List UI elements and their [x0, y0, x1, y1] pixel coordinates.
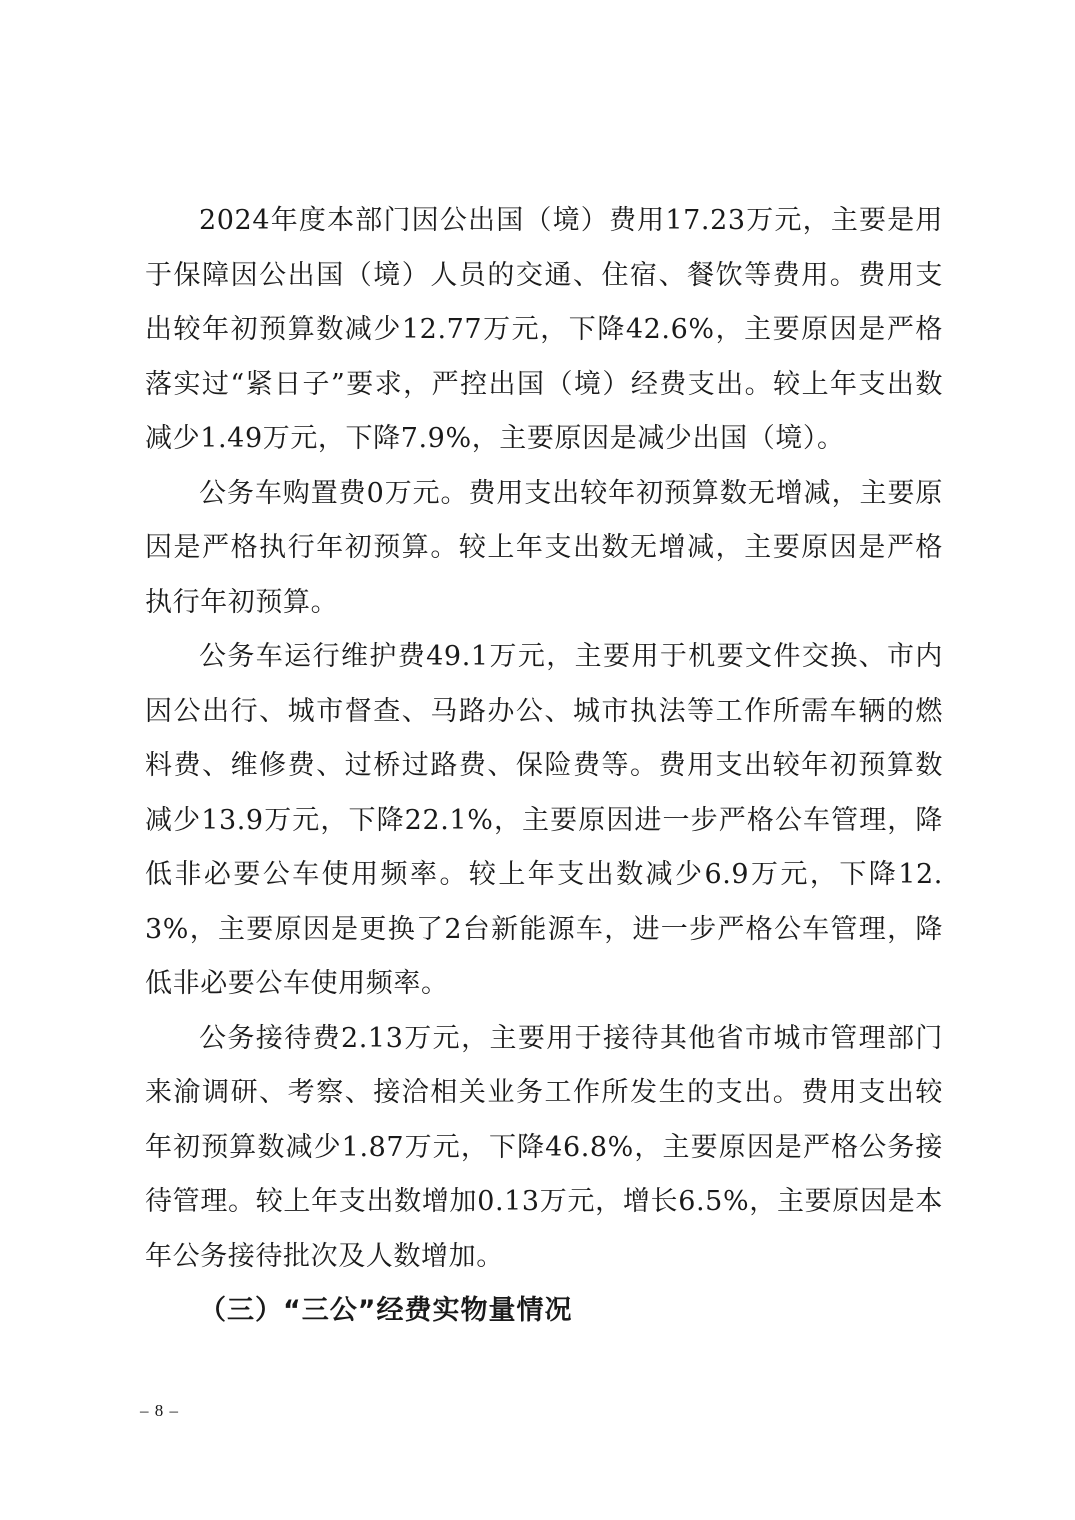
document-body	[145, 194, 943, 1339]
section-heading: （三）“三公”经费实物量情况	[199, 1295, 573, 1326]
page-number: – 8 –	[140, 1401, 179, 1420]
paragraph-overseas-travel: 2024年度本部门因公出国（境）费用17.23万元，主要是用于保障因公出国（境）人员的交通、住宿、餐饮等费用。费用支出较年初预算数减少12.77万元，下降42.6%，主要原因是严格落实过“紧日子”要求，严控出国（境）经费支出。较上年支出数减少1.49万元，下降7.9%，主要原因是减少出国（境）。	[145, 205, 943, 454]
paragraph-vehicle-purchase: 公务车购置费0万元。费用支出较年初预算数无增减，主要原因是严格执行年初预算。较上年支出数无增减，主要原因是严格执行年初预算。	[145, 477, 943, 618]
paragraph-vehicle-maintenance: 公务车运行维护费49.1万元，主要用于机要文件交换、市内因公出行、城市督查、马路办公、城市执法等工作所需车辆的燃料费、维修费、过桥过路费、保险费等。费用支出较年初预算数减少13.9万元，下降22.1%，主要原因进一步严格公车管理，降低非必要公车使用频率。较上年支出数减少6.9万元，下降12.3%，主要原因是更换了2台新能源车，进一步严格公车管理，降低非必要公车使用频率。	[145, 641, 943, 999]
paragraph-reception: 公务接待费2.13万元，主要用于接待其他省市城市管理部门来渝调研、考察、接洽相关业务工作所发生的支出。费用支出较年初预算数减少1.87万元，下降46.8%，主要原因是严格公务接待管理。较上年支出数增加0.13万元，增长6.5%，主要原因是本年公务接待批次及人数增加。	[145, 1022, 943, 1272]
